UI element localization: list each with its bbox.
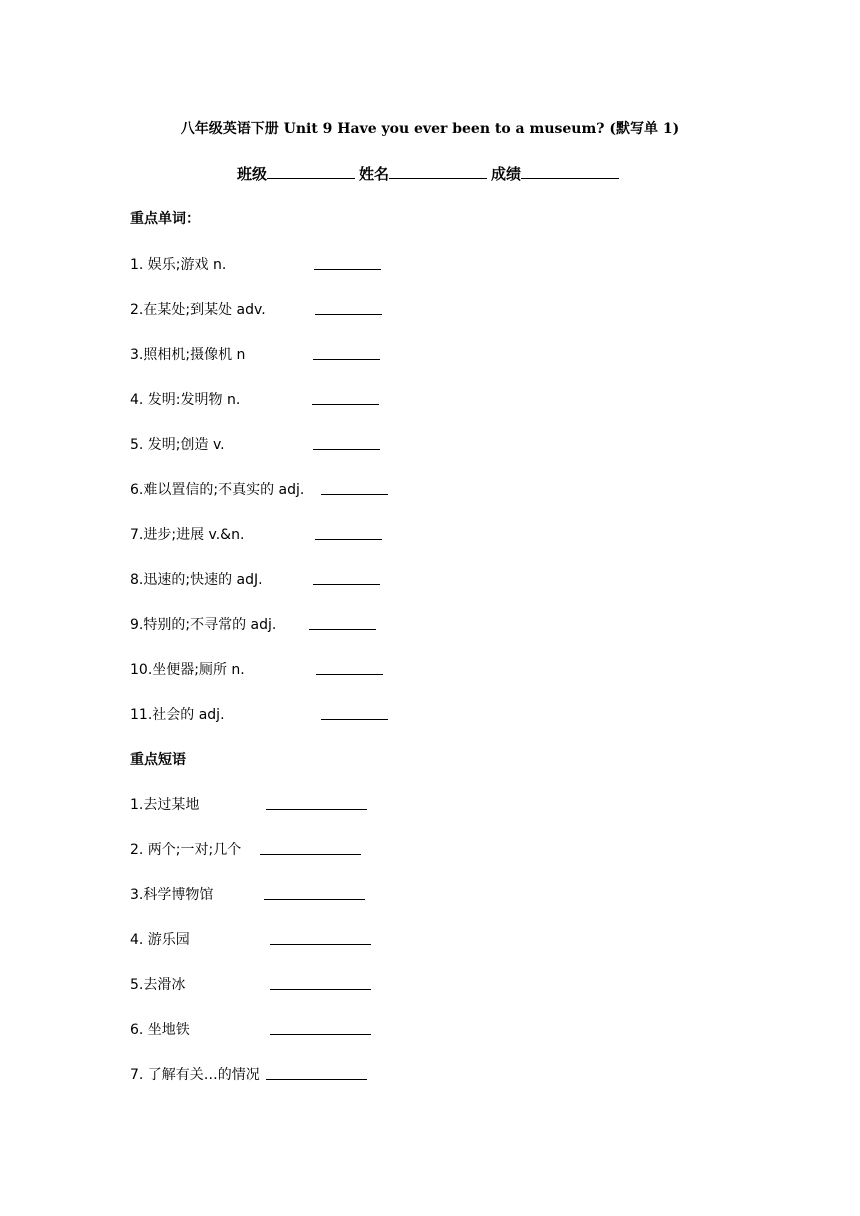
words-section-heading: 重点单词：	[130, 211, 200, 227]
word-prompt: 8.迅速的;快速的 adJ.	[130, 572, 263, 588]
word-prompt: 3.照相机;摄像机 n	[130, 347, 246, 363]
phrase-answer-line[interactable]	[270, 1034, 371, 1035]
word-answer-line[interactable]	[321, 494, 388, 495]
phrase-prompt: 1.去过某地	[130, 797, 200, 813]
word-item	[130, 434, 530, 454]
word-item	[130, 389, 530, 409]
word-item	[130, 569, 530, 589]
phrase-item	[130, 794, 530, 814]
student-info-line	[0, 163, 860, 184]
word-prompt: 6.难以置信的;不真实的 adj.	[130, 482, 305, 498]
word-answer-line[interactable]	[312, 404, 379, 405]
word-answer-line[interactable]	[309, 629, 376, 630]
phrase-item	[130, 1019, 530, 1039]
word-answer-line[interactable]	[315, 314, 382, 315]
phrase-item	[130, 929, 530, 949]
score-label: 成绩	[491, 165, 522, 183]
word-prompt: 5. 发明;创造 v.	[130, 437, 225, 453]
score-blank[interactable]	[521, 164, 619, 179]
word-answer-line[interactable]	[321, 719, 388, 720]
word-item	[130, 524, 530, 544]
name-blank[interactable]	[389, 164, 487, 179]
word-prompt: 11.社会的 adj.	[130, 707, 225, 723]
word-answer-line[interactable]	[313, 584, 380, 585]
word-prompt: 10.坐便器;厕所 n.	[130, 662, 245, 678]
class-field	[237, 165, 359, 183]
phrase-prompt: 5.去滑冰	[130, 977, 186, 993]
word-answer-line[interactable]	[313, 359, 380, 360]
class-label: 班级	[236, 165, 267, 183]
word-item	[130, 344, 530, 364]
word-answer-line[interactable]	[316, 674, 383, 675]
word-prompt: 9.特别的;不寻常的 adj.	[130, 617, 277, 633]
word-answer-line[interactable]	[313, 449, 380, 450]
name-label: 姓名	[358, 165, 389, 183]
phrase-prompt: 2. 两个;一对;几个	[130, 842, 242, 858]
phrase-answer-line[interactable]	[270, 944, 371, 945]
word-prompt: 1. 娱乐;游戏 n.	[130, 257, 227, 273]
phrase-answer-line[interactable]	[264, 899, 365, 900]
name-field	[359, 165, 491, 183]
phrases-section-heading: 重点短语	[130, 752, 186, 768]
phrase-prompt: 3.科学博物馆	[130, 887, 214, 903]
worksheet-title: 八年级英语下册 Unit 9 Have you ever been to a museum? (默写单 1)	[180, 121, 680, 137]
score-field	[491, 165, 623, 183]
phrase-item	[130, 839, 530, 859]
phrase-prompt: 6. 坐地铁	[130, 1022, 190, 1038]
phrase-answer-line[interactable]	[266, 1079, 367, 1080]
phrase-answer-line[interactable]	[260, 854, 361, 855]
phrase-item	[130, 1064, 530, 1084]
word-item	[130, 614, 530, 634]
phrase-answer-line[interactable]	[270, 989, 371, 990]
phrase-answer-line[interactable]	[266, 809, 367, 810]
word-answer-line[interactable]	[315, 539, 382, 540]
word-item	[130, 254, 530, 274]
word-item	[130, 704, 530, 724]
word-prompt: 7.进步;进展 v.&n.	[130, 527, 245, 543]
word-item	[130, 479, 530, 499]
word-prompt: 4. 发明:发明物 n.	[130, 392, 241, 408]
word-answer-line[interactable]	[314, 269, 381, 270]
phrase-item	[130, 974, 530, 994]
phrase-prompt: 7. 了解有关…的情况	[130, 1067, 260, 1083]
word-prompt: 2.在某处;到某处 adv.	[130, 302, 266, 318]
word-item	[130, 299, 530, 319]
class-blank[interactable]	[267, 164, 355, 179]
word-item	[130, 659, 530, 679]
phrase-prompt: 4. 游乐园	[130, 932, 190, 948]
phrase-item	[130, 884, 530, 904]
